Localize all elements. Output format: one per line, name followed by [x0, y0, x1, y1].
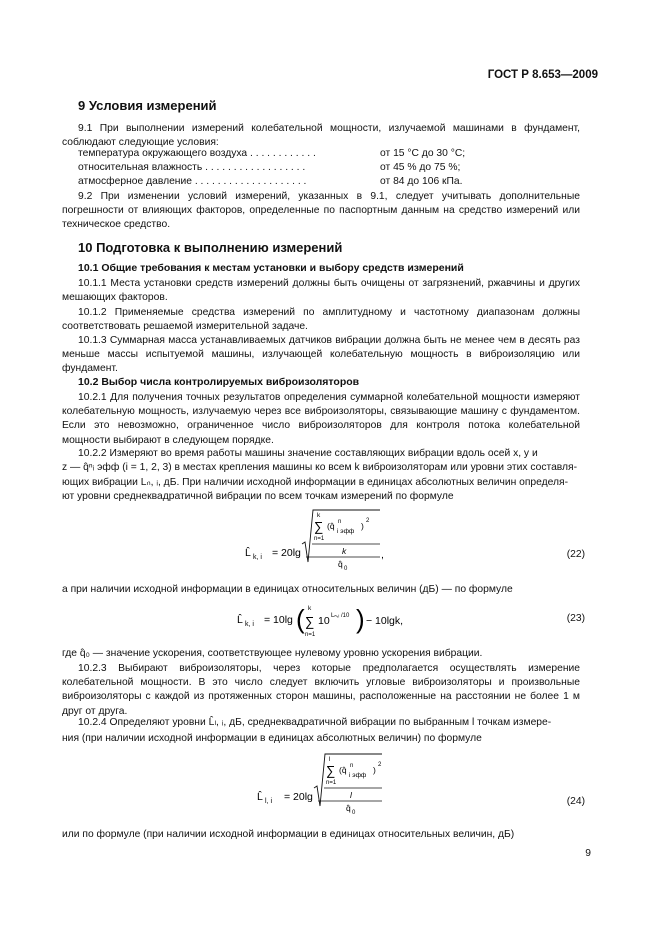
- sum-upper: l: [329, 756, 331, 763]
- where-clause: где q̂₀ — значение ускорения, соответствующее нулевому уровню ускорения вибрации.: [62, 648, 483, 659]
- formula-lhs: L̂: [237, 614, 243, 626]
- sum-lower: n=1: [326, 780, 337, 786]
- subsection-10-2-title: 10.2 Выбор числа контролируемых виброизоляторов: [78, 376, 360, 388]
- paragraph-10-2-2-line3: ющих вибрации Lₙ, ᵢ, дБ. При наличии исходной информации в единицах абсолютных величин определя-: [62, 477, 569, 488]
- paragraph-10-2-2-line2: z — q̂ⁿᵢ эфф (i = 1, 2, 3) в местах крепления машины ко всем k виброизоляторам или уровни этих составля-: [62, 462, 578, 473]
- right-paren: ): [356, 604, 365, 634]
- sum-symbol: ∑: [326, 763, 336, 778]
- ten-base: 10: [318, 615, 330, 627]
- paragraph-10-2-4-line1: 10.2.4 Определяют уровни L̂ₗ, ᵢ, дБ, среднеквадратичной вибрации по выбранным l точкам измере-: [78, 717, 552, 728]
- paragraph-10-1-3: 10.1.3 Суммарная масса устанавливаемых датчиков вибрации должна быть не менее чем в десять раз меньше массы испытуемой машины, излучающей колебательную мощность в виброизоляцию или фундамент.: [62, 335, 580, 375]
- q0: q̂: [338, 559, 343, 569]
- q0: q̂: [346, 803, 351, 813]
- paragraph-10-1-2: 10.1.2 Применяемые средства измерений по амплитудному и частотному диапазонам должны соответствовать решаемой измерительной задаче.: [62, 307, 580, 333]
- formula-tail: − 10lgk,: [366, 615, 404, 627]
- q-subscript: i эфф: [337, 528, 355, 535]
- paragraph-10-2-3: 10.2.3 Выбирают виброизоляторы, через которые предполагается осуществлять измерение колебательной мощности. В это число следует включить угловые виброизоляторы и произвольные виброизоляторы с каждой из протяженных сторон машины, расположенные на расстоянии не более 1 м друг от друга.: [62, 663, 580, 717]
- sum-upper: k: [308, 605, 312, 612]
- sum-symbol: ∑: [314, 519, 324, 534]
- condition-humidity: [78, 162, 461, 173]
- condition-value: от 84 до 106 кПа.: [380, 176, 463, 187]
- dot-leader: . . . . . . . . . . . . . . . . . . . .: [191, 176, 307, 187]
- condition-label: относительная влажность: [78, 162, 203, 173]
- square-exp: 2: [378, 762, 382, 768]
- condition-value: от 45 % до 75 %;: [380, 162, 461, 173]
- q-term: (q̂: [327, 521, 335, 531]
- formula-lhs: L̂: [245, 547, 251, 559]
- formula-lhs-subscript: k, i: [245, 621, 254, 628]
- sum-lower: n=1: [305, 632, 316, 638]
- equation-number-23: (23): [566, 613, 585, 624]
- sum-lower: n=1: [314, 536, 325, 542]
- page-number: 9: [585, 848, 591, 859]
- ten-exponent: Lₙ,ᵢ /10: [331, 613, 350, 619]
- dot-leader: . . . . . . . . . . . . . . . . . .: [202, 162, 306, 173]
- q-close: ): [361, 521, 364, 531]
- condition-temperature: [78, 148, 466, 159]
- formula-equals-10lg: = 10lg: [264, 614, 293, 626]
- subsection-10-1-title: 10.1 Общие требования к местам установки и выбору средств измерений: [78, 262, 464, 274]
- formula-equals-20lg: = 20lg: [272, 547, 301, 559]
- q-subscript: i эфф: [349, 772, 367, 779]
- formula-equals-20lg: = 20lg: [284, 791, 313, 803]
- equation-number-24: (24): [566, 796, 585, 807]
- condition-pressure: [78, 176, 463, 187]
- square-exp: 2: [366, 518, 370, 524]
- document-header: ГОСТ Р 8.653—2009: [487, 69, 598, 81]
- formula-24: [252, 750, 412, 818]
- paragraph-after-22: а при наличии исходной информации в единицах относительных величин (дБ) — по формуле: [62, 584, 513, 595]
- condition-label: температура окружающего воздуха: [78, 148, 248, 159]
- left-paren: (: [296, 604, 305, 634]
- q-superscript: n: [350, 763, 354, 769]
- q0-subscript: 0: [344, 566, 348, 572]
- condition-value: от 15 °С до 30 °С;: [380, 148, 466, 159]
- paragraph-10-2-1: 10.2.1 Для получения точных результатов определения суммарной колебательной мощности измеряют колебательную мощность, излучаемую через все виброизоляторы, связывающие машину с фундаментом. Если это невозможно, ограниченное число виброизоляторов для контроля потока колебательной мощности выбирают в следующем порядке.: [62, 392, 580, 446]
- q0-subscript: 0: [352, 810, 356, 816]
- equation-number-22: (22): [566, 549, 585, 560]
- paragraph-10-2-2-line4: ют уровни среднеквадратичной вибрации по всем точкам измерений по формуле: [62, 491, 454, 502]
- paragraph-10-1-1: 10.1.1 Места установки средств измерений должны быть очищены от загрязнений, ржавчины и других мешающих факторов.: [62, 278, 580, 304]
- paragraph-10-2-2-line1: 10.2.2 Измеряют во время работы машины значение составляющих вибрации вдоль осей x, y и: [78, 448, 538, 459]
- denominator-l: l: [350, 790, 352, 800]
- formula-23: [232, 601, 432, 641]
- denominator-k: k: [342, 546, 347, 556]
- sum-symbol: ∑: [305, 614, 315, 629]
- paragraph-9-2: 9.2 При изменении условий измерений, указанных в 9.1, следует учитывать дополнительные погрешности от влияющих факторов, определенные по паспортным данным на средство измерений или техническое средство.: [62, 191, 580, 231]
- q-close: ): [373, 765, 376, 775]
- section-9-title: 9 Условия измерений: [78, 98, 217, 113]
- sum-upper: k: [317, 512, 321, 519]
- q-superscript: n: [338, 519, 342, 525]
- formula-lhs: L̂: [257, 791, 263, 803]
- formula-comma: ,: [381, 549, 384, 561]
- section-10-title: 10 Подготовка к выполнению измерений: [78, 240, 343, 255]
- formula-lhs-subscript: k, i: [253, 554, 262, 561]
- condition-label: атмосферное давление: [78, 176, 192, 187]
- q-term: (q̂: [339, 765, 347, 775]
- paragraph-final: или по формуле (при наличии исходной информации в единицах относительных величин, дБ): [62, 829, 515, 840]
- formula-lhs-subscript: l, i: [265, 798, 272, 805]
- paragraph-9-1: 9.1 При выполнении измерений колебательной мощности, излучаемой машинами в фундамент, соблюдают следующие условия:: [62, 123, 580, 149]
- paragraph-10-2-4-line2: ния (при наличии исходной информации в единицах абсолютных величин) по формуле: [62, 733, 482, 744]
- dot-leader: . . . . . . . . . . . .: [247, 148, 316, 159]
- formula-22: [240, 506, 400, 574]
- radical-sign: [314, 754, 382, 806]
